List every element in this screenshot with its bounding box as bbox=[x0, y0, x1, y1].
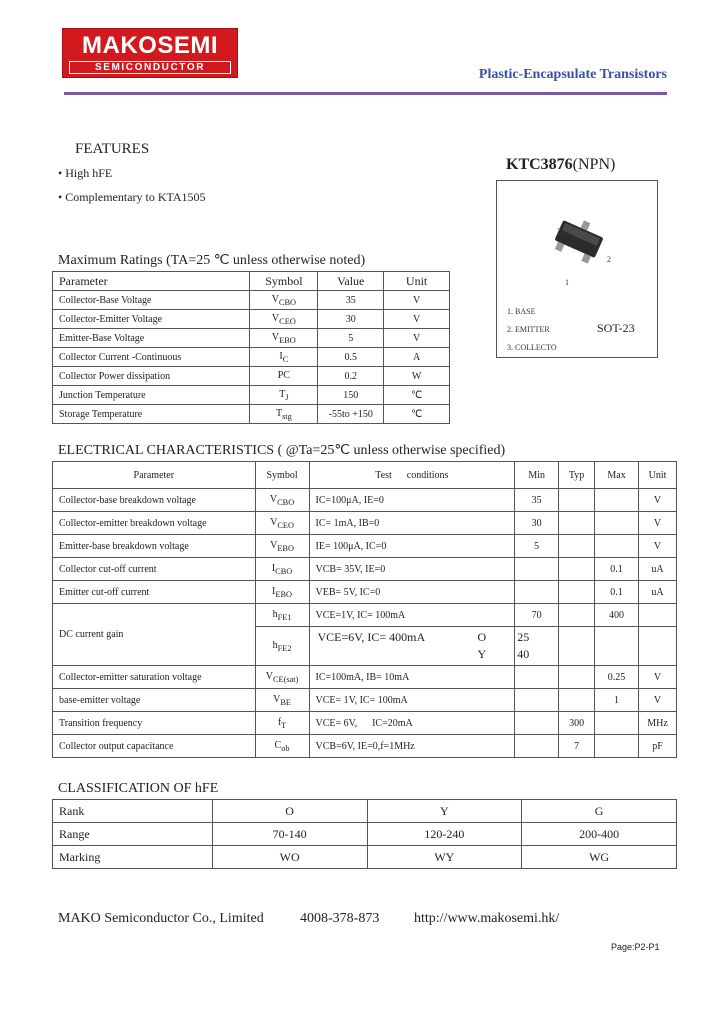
symbol-cell: $h_{FE1}$ bbox=[255, 604, 309, 627]
table-row bbox=[53, 666, 677, 689]
table-row bbox=[53, 310, 450, 329]
symbol-cell: $V_{CBO}$ bbox=[255, 489, 309, 512]
param-cell: Emitter-Base Voltage bbox=[53, 329, 250, 348]
table-header-row bbox=[53, 462, 677, 489]
symbol-cell: PC bbox=[250, 367, 318, 386]
min-cell bbox=[515, 689, 559, 712]
value-cell: 0.2 bbox=[318, 367, 384, 386]
condition-cell: VCE=1V, IC= 100mA bbox=[309, 604, 515, 627]
symbol-cell: $h_{FE2}$ bbox=[255, 627, 309, 666]
feature-item: • High hFE bbox=[58, 166, 113, 180]
param-cell: Collector-Emitter Voltage bbox=[53, 310, 250, 329]
unit-cell: ℃ bbox=[384, 405, 450, 424]
table-row bbox=[53, 512, 677, 535]
package-name: SOT-23 bbox=[597, 321, 635, 335]
condition-cell: VCB= 35V, IE=0 bbox=[309, 558, 515, 581]
column-header: Value bbox=[318, 272, 384, 291]
unit-cell: MHz bbox=[639, 712, 677, 735]
row-label: Range bbox=[53, 823, 213, 846]
param-cell: DC current gain bbox=[53, 604, 256, 666]
unit-cell: ℃ bbox=[384, 386, 450, 405]
table-row bbox=[53, 735, 677, 758]
value-cell: -55to +150 bbox=[318, 405, 384, 424]
rank-o: O bbox=[477, 630, 487, 644]
condition-cell bbox=[309, 627, 515, 666]
unit-cell: V bbox=[384, 329, 450, 348]
table-cell: O bbox=[212, 800, 367, 823]
unit-cell: W bbox=[384, 367, 450, 386]
table-cell: G bbox=[522, 800, 677, 823]
max-cell: 0.25 bbox=[595, 666, 639, 689]
typ-cell: 300 bbox=[559, 712, 595, 735]
page-number: Page:P2-P1 bbox=[611, 942, 660, 952]
value-cell: 35 bbox=[318, 291, 384, 310]
logo-name: MAKOSEMI bbox=[82, 32, 218, 59]
symbol-cell: $T_{stg}$ bbox=[250, 405, 318, 424]
value-cell: 150 bbox=[318, 386, 384, 405]
condition-text: VCE=6V, IC= 400mA bbox=[317, 630, 426, 644]
symbol-cell: $f_T$ bbox=[255, 712, 309, 735]
unit-cell: pF bbox=[639, 735, 677, 758]
max-ratings-title: Maximum Ratings (TA=25 ℃ unless otherwise noted) bbox=[58, 253, 366, 268]
max-cell: 1 bbox=[595, 689, 639, 712]
column-header: Min bbox=[515, 462, 559, 489]
param-cell: Collector output capacitance bbox=[53, 735, 256, 758]
max-cell bbox=[595, 712, 639, 735]
min-cell bbox=[515, 581, 559, 604]
table-cell: 200-400 bbox=[522, 823, 677, 846]
param-cell: Emitter-base breakdown voltage bbox=[53, 535, 256, 558]
min-cell bbox=[515, 735, 559, 758]
table-row bbox=[53, 846, 677, 869]
symbol-cell: $V_{CEO}$ bbox=[250, 310, 318, 329]
typ-cell bbox=[559, 666, 595, 689]
footer-phone: 4008-378-873 bbox=[300, 911, 380, 926]
table-row bbox=[53, 558, 677, 581]
pin-number-2: 2 bbox=[607, 255, 611, 264]
condition-cell: IC=100μA, IE=0 bbox=[309, 489, 515, 512]
max-cell bbox=[595, 535, 639, 558]
table-cell: 70-140 bbox=[212, 823, 367, 846]
condition-cell: VCE= 6V, IC=20mA bbox=[309, 712, 515, 735]
param-cell: Collector-emitter saturation voltage bbox=[53, 666, 256, 689]
pin-label-emitter: 2. EMITTER bbox=[507, 325, 550, 334]
param-cell: Collector-Base Voltage bbox=[53, 291, 250, 310]
symbol-cell: $V_{CBO}$ bbox=[250, 291, 318, 310]
table-row bbox=[53, 386, 450, 405]
unit-cell: V bbox=[639, 689, 677, 712]
param-cell: Emitter cut-off current bbox=[53, 581, 256, 604]
value-cell: 5 bbox=[318, 329, 384, 348]
min-cell: 30 bbox=[515, 512, 559, 535]
table-row bbox=[53, 291, 450, 310]
table-row bbox=[53, 689, 677, 712]
classification-table bbox=[52, 799, 677, 869]
column-header: Unit bbox=[384, 272, 450, 291]
param-cell: Collector cut-off current bbox=[53, 558, 256, 581]
table-row bbox=[53, 823, 677, 846]
column-header: Symbol bbox=[250, 272, 318, 291]
table-cell: Y bbox=[367, 800, 522, 823]
table-cell: WO bbox=[212, 846, 367, 869]
typ-cell: 7 bbox=[559, 735, 595, 758]
logo-subtitle: SEMICONDUCTOR bbox=[69, 61, 231, 74]
footer-company: MAKO Semiconductor Co., Limited bbox=[58, 911, 264, 926]
param-cell: Junction Temperature bbox=[53, 386, 250, 405]
table-row bbox=[53, 489, 677, 512]
condition-cell: VEB= 5V, IC=0 bbox=[309, 581, 515, 604]
column-header: Unit bbox=[639, 462, 677, 489]
min-cell bbox=[515, 627, 559, 666]
symbol-cell: $V_{EBO}$ bbox=[250, 329, 318, 348]
symbol-cell: $C_{ob}$ bbox=[255, 735, 309, 758]
pin-number-1: 1 bbox=[565, 278, 569, 287]
condition-cell: VCB=6V, IE=0,f=1MHz bbox=[309, 735, 515, 758]
table-header-row bbox=[53, 272, 450, 291]
unit-cell: V bbox=[384, 310, 450, 329]
min-cell bbox=[515, 666, 559, 689]
table-row-dc-gain bbox=[53, 604, 677, 627]
param-cell: Collector Power dissipation bbox=[53, 367, 250, 386]
pin-number-3: 3 bbox=[557, 227, 561, 236]
typ-cell bbox=[559, 535, 595, 558]
column-header: Max bbox=[595, 462, 639, 489]
pin-label-base: 1. BASE bbox=[507, 307, 536, 316]
typ-cell bbox=[559, 581, 595, 604]
table-row bbox=[53, 367, 450, 386]
table-row bbox=[53, 535, 677, 558]
footer-url-link[interactable]: http://www.makosemi.hk/ bbox=[414, 911, 560, 926]
max-cell bbox=[595, 735, 639, 758]
condition-cell: IE= 100μA, IC=0 bbox=[309, 535, 515, 558]
typ-cell bbox=[559, 558, 595, 581]
classification-title: CLASSIFICATION OF hFE bbox=[58, 781, 219, 796]
max-cell: 0.1 bbox=[595, 581, 639, 604]
electrical-table bbox=[52, 461, 677, 758]
unit-cell: A bbox=[384, 348, 450, 367]
column-header: Typ bbox=[559, 462, 595, 489]
symbol-cell: $I_{EBO}$ bbox=[255, 581, 309, 604]
table-cell: 120-240 bbox=[367, 823, 522, 846]
min-y: 40 bbox=[517, 647, 530, 661]
table-row bbox=[53, 712, 677, 735]
unit-cell: uA bbox=[639, 558, 677, 581]
column-header: Parameter bbox=[53, 462, 256, 489]
features-heading: FEATURES bbox=[75, 141, 150, 157]
table-row bbox=[53, 348, 450, 367]
feature-item: • Complementary to KTA1505 bbox=[58, 190, 206, 204]
header-divider bbox=[64, 92, 667, 95]
column-header: Symbol bbox=[255, 462, 309, 489]
table-cell: WG bbox=[522, 846, 677, 869]
symbol-cell: $I_C$ bbox=[250, 348, 318, 367]
pin-label-collector: 3. COLLECTO bbox=[507, 343, 557, 352]
max-cell: 0.1 bbox=[595, 558, 639, 581]
param-cell: Collector Current -Continuous bbox=[53, 348, 250, 367]
max-cell bbox=[595, 512, 639, 535]
document-title: Plastic-Encapsulate Transistors bbox=[478, 67, 667, 82]
table-row bbox=[53, 329, 450, 348]
symbol-cell: $I_{CBO}$ bbox=[255, 558, 309, 581]
column-header: Test conditions bbox=[309, 462, 515, 489]
unit-cell: V bbox=[384, 291, 450, 310]
unit-cell: uA bbox=[639, 581, 677, 604]
param-cell: Collector-emitter breakdown voltage bbox=[53, 512, 256, 535]
part-type: (NPN) bbox=[572, 156, 616, 173]
typ-cell bbox=[559, 489, 595, 512]
electrical-title: ELECTRICAL CHARACTERISTICS ( @Ta=25℃ unless otherwise specified) bbox=[58, 443, 506, 458]
symbol-cell: $T_J$ bbox=[250, 386, 318, 405]
part-number-name: KTC3876 bbox=[506, 156, 573, 173]
symbol-cell: $V_{BE}$ bbox=[255, 689, 309, 712]
symbol-cell: $V_{EBO}$ bbox=[255, 535, 309, 558]
param-cell: Transition frequency bbox=[53, 712, 256, 735]
table-row bbox=[53, 405, 450, 424]
param-cell: base-emitter voltage bbox=[53, 689, 256, 712]
unit-cell: V bbox=[639, 489, 677, 512]
company-logo bbox=[62, 28, 238, 78]
unit-cell: V bbox=[639, 666, 677, 689]
value-cell: 30 bbox=[318, 310, 384, 329]
part-number bbox=[506, 156, 615, 174]
table-cell: WY bbox=[367, 846, 522, 869]
typ-cell bbox=[559, 689, 595, 712]
condition-cell: IC= 1mA, IB=0 bbox=[309, 512, 515, 535]
min-o: 25 bbox=[517, 630, 530, 644]
min-cell bbox=[515, 558, 559, 581]
table-row bbox=[53, 581, 677, 604]
condition-cell: VCE= 1V, IC= 100mA bbox=[309, 689, 515, 712]
row-label: Marking bbox=[53, 846, 213, 869]
max-ratings-table bbox=[52, 271, 450, 424]
typ-cell bbox=[559, 512, 595, 535]
table-row bbox=[53, 800, 677, 823]
package-box bbox=[496, 180, 658, 358]
value-cell: 0.5 bbox=[318, 348, 384, 367]
param-cell: Collector-base breakdown voltage bbox=[53, 489, 256, 512]
condition-cell: IC=100mA, IB= 10mA bbox=[309, 666, 515, 689]
max-cell bbox=[595, 489, 639, 512]
column-header: Parameter bbox=[53, 272, 250, 291]
param-cell: Storage Temperature bbox=[53, 405, 250, 424]
unit-cell: V bbox=[639, 535, 677, 558]
min-cell: 5 bbox=[515, 535, 559, 558]
symbol-cell: $V_{CEO}$ bbox=[255, 512, 309, 535]
rank-y: Y bbox=[477, 647, 487, 661]
symbol-cell: $V_{CE(sat)}$ bbox=[255, 666, 309, 689]
row-label: Rank bbox=[53, 800, 213, 823]
max-cell: 400 bbox=[595, 604, 639, 627]
unit-cell: V bbox=[639, 512, 677, 535]
min-cell: 70 bbox=[515, 604, 559, 627]
min-cell bbox=[515, 712, 559, 735]
min-cell: 35 bbox=[515, 489, 559, 512]
